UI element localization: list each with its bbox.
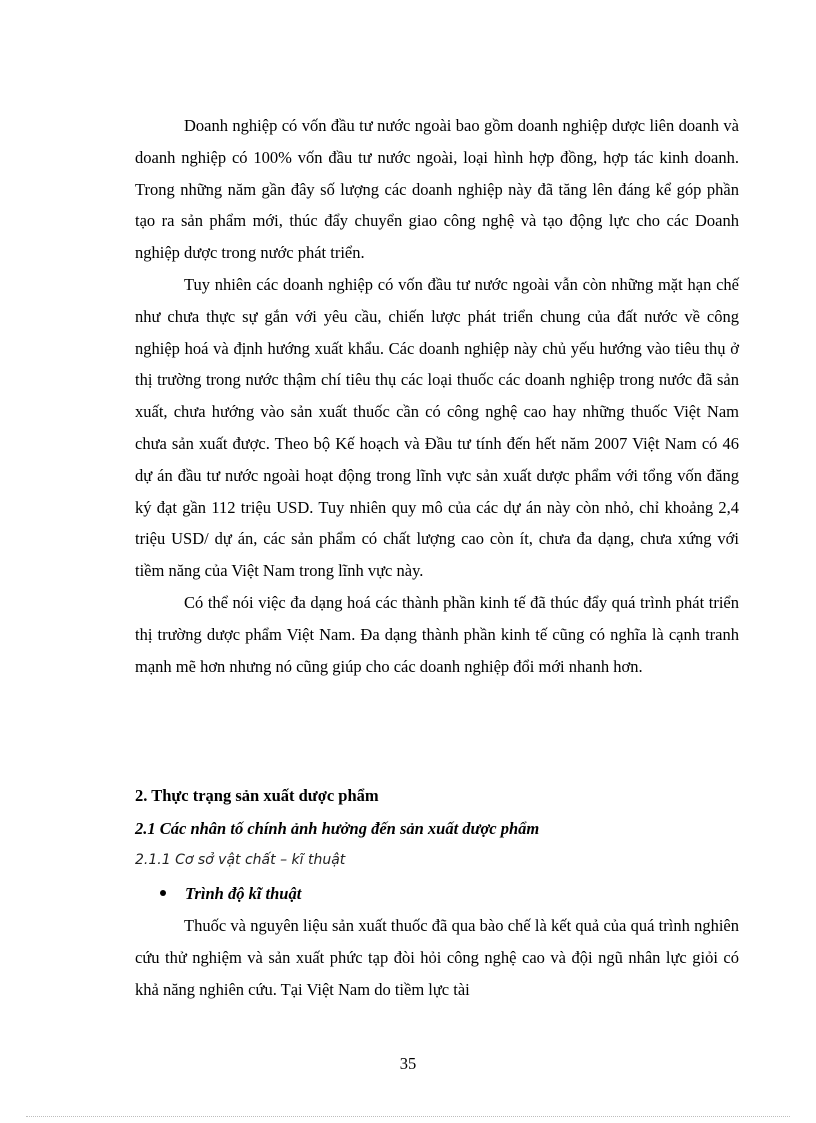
paragraph-diversification: Có thể nói việc đa dạng hoá các thành phần kinh tế đã thúc đẩy quá trình phát triển thị trường dược phẩm Việt Nam. Đa dạng thành phần kinh tế cũng có nghĩa là cạnh tranh mạnh mẽ hơn nhưng nó cũng giúp cho các doanh nghiệp đổi mới nhanh hơn.: [135, 592, 739, 676]
bullet-item-label: Trình độ kĩ thuật: [185, 884, 302, 903]
body-text-block-2: [135, 910, 739, 1005]
section-heading-2: 2. Thực trạng sản xuất dược phẩm: [135, 786, 379, 805]
page-number: 35: [399, 1054, 417, 1073]
section-heading-2-1-1: 2.1.1 Cơ sở vật chất – kĩ thuật: [135, 852, 346, 868]
page-bottom-border: [26, 1116, 790, 1117]
section-heading-2-1: 2.1 Các nhân tố chính ảnh hưởng đến sản xuất dược phẩm: [135, 819, 540, 838]
paragraph-technology: Thuốc và nguyên liệu sản xuất thuốc đã qua bào chế là kết quả của quá trình nghiên cứu thử nghiệm và sản xuất phức tạp đòi hỏi công nghệ cao và đội ngũ nhân lực giỏi có khả năng nghiên cứu. Tại Việt Nam do tiềm lực tài: [135, 916, 739, 999]
bullet-list-item: [160, 884, 301, 904]
bullet-dot-icon: [160, 890, 166, 896]
body-text-block: [135, 110, 739, 682]
paragraph-limitations: Tuy nhiên các doanh nghiệp có vốn đầu tư nước ngoài vẫn còn những mặt hạn chế như chưa thực sự gắn với yêu cầu, chiến lược phát triển chung của đất nước về công nghiệp hoá và định hướng xuất khẩu. Các doanh nghiệp này chủ yếu hướng vào tiêu thụ ở thị trường trong nước thậm chí tiêu thụ các loại thuốc các doanh nghiệp trong nước đã sản xuất, chưa hướng vào sản xuất thuốc cần có công nghệ cao hay những thuốc Việt Nam chưa sản xuất được. Theo bộ Kế hoạch và Đầu tư tính đến hết năm 2007 Việt Nam có 46 dự án đầu tư nước ngoài hoạt động trong lĩnh vực sản xuất dược phẩm với tổng vốn đăng ký đạt gần 112 triệu USD. Tuy nhiên quy mô của các dự án này còn nhỏ, chỉ khoảng 2,4 triệu USD/ dự án, các sản phẩm có chất lượng cao còn ít, chưa đa dạng, chưa xứng với tiềm năng của Việt Nam trong lĩnh vực này.: [135, 274, 739, 581]
paragraph-foreign-invested: Doanh nghiệp có vốn đầu tư nước ngoài bao gồm doanh nghiệp dược liên doanh và doanh nghiệp có 100% vốn đầu tư nước ngoài, loại hình hợp đồng, hợp tác kinh doanh. Trong những năm gần đây số lượng các doanh nghiệp này đã tăng lên đáng kể góp phần tạo ra sản phẩm mới, thúc đẩy chuyển giao công nghệ và tạo động lực cho các Doanh nghiệp dược trong nước phát triển.: [135, 116, 739, 263]
